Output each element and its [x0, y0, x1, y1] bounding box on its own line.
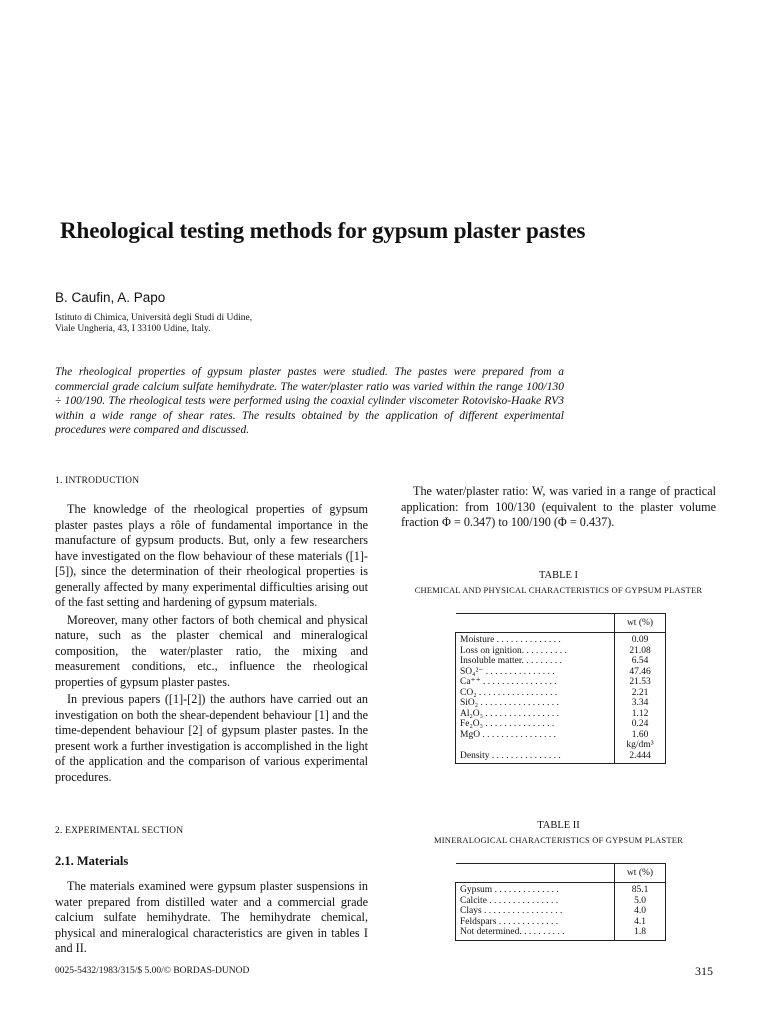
materials-body — [55, 879, 368, 957]
table-row — [456, 698, 666, 709]
section-2-1-heading: 2.1. Materials — [55, 854, 129, 868]
table-1 — [401, 570, 716, 764]
table-row — [456, 709, 666, 720]
row-label: Calcite . . . . . . . . . . . . . . . — [456, 896, 615, 907]
table-1-caption: TABLE I — [538, 570, 579, 581]
table-row — [456, 906, 666, 917]
water-plaster-text — [401, 484, 716, 531]
section-2-heading: 2. EXPERIMENTAL SECTION — [55, 826, 184, 836]
table-2-caption: TABLE II — [537, 820, 580, 831]
paper-title: Rheological testing methods for gypsum plaster pastes — [60, 218, 586, 243]
table-1-col-header: wt (%) — [615, 614, 666, 633]
row-label: Density . . . . . . . . . . . . . . . — [456, 751, 615, 764]
row-label: Insoluble matter. . . . . . . . . — [456, 656, 615, 667]
row-value: 1.12 — [615, 709, 666, 720]
row-value: 1.8 — [615, 927, 666, 940]
footer-issn: 0025-5432/1983/315/$ 5.00/© BORDAS-DUNOD — [55, 966, 250, 976]
row-label: Al₂O₃ . . . . . . . . . . . . . . . . — [456, 709, 615, 720]
water-plaster-paragraph: The water/plaster ratio: W, was varied in a range of practical application: from 100/130 (equivalent to the plaster volume fraction Φ = 0.347) to 100/190 (Φ = 0.437). — [401, 484, 716, 529]
row-value: 85.1 — [615, 883, 666, 896]
row-label: CO₂ . . . . . . . . . . . . . . . . . — [456, 688, 615, 699]
table-row — [456, 633, 666, 646]
row-value: 21.08 — [615, 646, 666, 657]
table-2-col-header: wt (%) — [615, 864, 666, 883]
table-row — [456, 740, 666, 751]
row-label: Feldspars . . . . . . . . . . . . . — [456, 917, 615, 928]
row-value: 0.09 — [615, 633, 666, 646]
authors: B. Caufin, A. Papo — [55, 290, 166, 305]
intro-paragraph-1: The knowledge of the rheological properties of gypsum plaster pastes plays a rôle of fundamental importance in the manufacture of gypsum products. But, only a few researchers have investigated on the flow behaviour of these materials ([1]-[5]), since the determination of their rheological properties is generally affected by many experimental difficulties arising out of the fast setting and hardening of gypsum materials. — [55, 502, 368, 609]
row-value: 2.21 — [615, 688, 666, 699]
row-value: 47.46 — [615, 667, 666, 678]
intro-paragraph-2: Moreover, many other factors of both chemical and physical nature, such as the plaster chemical and mineralogical composition, the water/plaster ratio, the mixing and measurement conditions, etc., influence the rheological properties of gypsum plaster pastes. — [55, 612, 368, 689]
table-row — [456, 719, 666, 730]
row-value: 4.0 — [615, 906, 666, 917]
row-label: Clays . . . . . . . . . . . . . . . . . — [456, 906, 615, 917]
section-1-body — [55, 502, 368, 785]
section-1-heading: 1. INTRODUCTION — [55, 476, 140, 486]
table-row — [456, 667, 666, 678]
row-value: 2.444 — [615, 751, 666, 764]
row-value: 3.34 — [615, 698, 666, 709]
table-1-subtitle: CHEMICAL AND PHYSICAL CHARACTERISTICS OF GYPSUM PLASTER — [414, 585, 703, 595]
table-row — [456, 677, 666, 688]
table-2-subtitle: MINERALOGICAL CHARACTERISTICS OF GYPSUM PLASTER — [434, 835, 683, 845]
table-row — [456, 730, 666, 741]
row-label: Moisture . . . . . . . . . . . . . . — [456, 633, 615, 646]
row-label: Not determined. . . . . . . . . . — [456, 927, 615, 940]
row-value: kg/dm³ — [615, 740, 666, 751]
table-row — [456, 896, 666, 907]
row-value: 21.53 — [615, 677, 666, 688]
row-label: Loss on ignition. . . . . . . . . . — [456, 646, 615, 657]
table-2-grid — [455, 863, 666, 941]
row-value: 4.1 — [615, 917, 666, 928]
row-label: Gypsum . . . . . . . . . . . . . . — [456, 883, 615, 896]
abstract: The rheological properties of gypsum plaster pastes were studied. The pastes were prepared from a commercial grade calcium sulfate hemihydrate. The water/plaster ratio was varied within the range 100/130 ÷ 100/190. The rheological tests were performed using the coaxial cylinder viscometer Rotovisko-Haake RV3 within a wide range of shear rates. The results obtained by the application of different experimental procedures were compared and discussed. — [55, 366, 564, 436]
row-value: 5.0 — [615, 896, 666, 907]
affiliation — [55, 313, 252, 335]
table-row — [456, 646, 666, 657]
table-1-grid — [455, 613, 666, 764]
table-row — [456, 883, 666, 896]
row-label — [456, 740, 615, 751]
table-row — [456, 927, 666, 940]
intro-paragraph-3: In previous papers ([1]-[2]) the authors have carried out an investigation on both the shear-dependent behaviour [1] and the time-dependent behaviour [2] of gypsum plaster pastes. In the present work a further investigation is accomplished in the light of the application and the comparison of various experimental procedures. — [55, 692, 368, 784]
table-row — [456, 751, 666, 764]
table-2 — [401, 820, 716, 941]
row-label: Fe₂O₃ . . . . . . . . . . . . . . . — [456, 719, 615, 730]
row-value: 1.60 — [615, 730, 666, 741]
row-label: SO₄²⁻ . . . . . . . . . . . . . . . — [456, 667, 615, 678]
row-value: 6.54 — [615, 656, 666, 667]
table-row — [456, 656, 666, 667]
row-label: MgO . . . . . . . . . . . . . . . . — [456, 730, 615, 741]
row-label: Ca⁺⁺ . . . . . . . . . . . . . . . . — [456, 677, 615, 688]
materials-paragraph-1: The materials examined were gypsum plaster suspensions in water prepared from distilled water and a commercial grade calcium sulfate hemihydrate. The hemihydrate chemical, physical and mineralogical characteristics are given in tables I and II. — [55, 879, 368, 955]
table-row — [456, 688, 666, 699]
page-number: 315 — [695, 964, 713, 978]
affiliation-line-2: Viale Ungheria, 43, I 33100 Udine, Italy. — [55, 324, 211, 334]
row-value: 0.24 — [615, 719, 666, 730]
row-label: SiO₂ . . . . . . . . . . . . . . . . . — [456, 698, 615, 709]
affiliation-line-1: Istituto di Chimica, Università degli Studi di Udine, — [55, 313, 253, 323]
table-row — [456, 917, 666, 928]
